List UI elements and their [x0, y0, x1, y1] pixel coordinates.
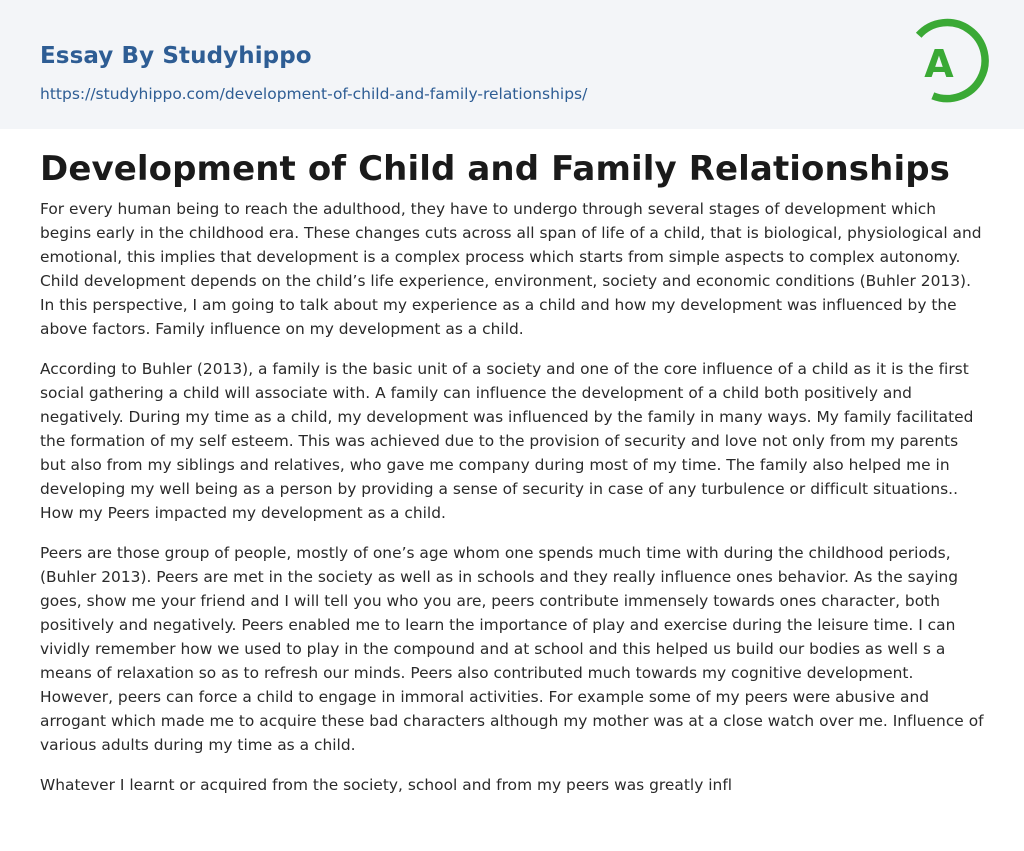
article-paragraph-4: Whatever I learnt or acquired from the society, school and from my peers was greatly infl [40, 776, 733, 794]
site-header [0, 0, 1024, 129]
article-paragraph-3: Peers are those group of people, mostly of one’s age whom one spends much time with during the childhood periods, (Buhler 2013). Peers are met in the society as well as in schools and they really influence ones behavior. As the saying goes, show me your friend and I will tell you who you are, peers contribute immensely towards ones character, both positively and negatively. Peers enabled me to learn the importance of play and exercise during the leisure time. I can vividly remember how we used to play in the compound and at school and this helped us build our bodies as well s a means of relaxation so as to refresh our minds. Peers also contributed much towards my cognitive development. However, peers can force a child to engage in immoral activities. For example some of my peers were abusive and arrogant which made me to acquire these bad characters although my mother was at a close watch over me. Influence of various adults during my time as a child. [40, 544, 984, 754]
article-paragraph-1: For every human being to reach the adulthood, they have to undergo through several stages of development which begins early in the childhood era. These changes cuts across all span of life of a child, that is biological, physiological and emotional, this implies that development is a complex process which starts from simple aspects to complex autonomy. Child development depends on the child’s life experience, environment, society and economic conditions (Buhler 2013). In this perspective, I am going to talk about my experience as a child and how my development was influenced by the above factors. Family influence on my development as a child. [40, 200, 982, 338]
site-brand[interactable]: Essay By Studyhippo [40, 43, 312, 69]
essay-url-link[interactable]: https://studyhippo.com/development-of-child-and-family-relationships/ [40, 85, 588, 103]
studyhippo-logo-icon[interactable] [898, 16, 990, 108]
article-title: Development of Child and Family Relationships [40, 149, 950, 189]
article-paragraph-2: According to Buhler (2013), a family is the basic unit of a society and one of the core influence of a child as it is the first social gathering a child will associate with. A family can influence the development of a child both positively and negatively. During my time as a child, my development was influenced by the family in many ways. My family facilitated the formation of my self esteem. This was achieved due to the provision of security and love not only from my parents but also from my siblings and relatives, who gave me company during most of my time. The family also helped me in developing my well being as a person by providing a sense of security in case of any turbulence or difficult situations.. How my Peers impacted my development as a child. [40, 360, 974, 522]
article [0, 147, 1024, 797]
logo-letter: A [924, 42, 954, 86]
